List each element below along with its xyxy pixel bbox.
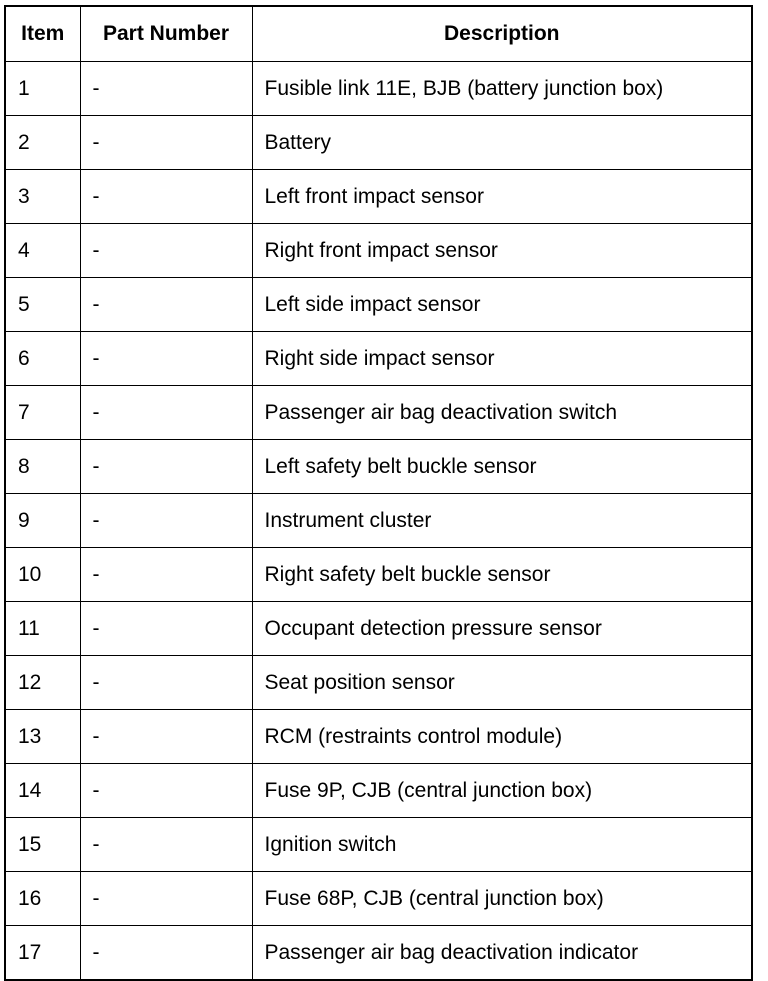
part-number-cell: - xyxy=(80,278,252,332)
table-row xyxy=(5,440,752,494)
part-number-cell: - xyxy=(80,116,252,170)
part-number-cell: - xyxy=(80,818,252,872)
item-cell: 14 xyxy=(5,764,80,818)
item-cell: 10 xyxy=(5,548,80,602)
description-cell: Fuse 68P, CJB (central junction box) xyxy=(252,872,752,926)
table-body xyxy=(5,62,752,981)
description-cell: Left side impact sensor xyxy=(252,278,752,332)
item-cell: 8 xyxy=(5,440,80,494)
description-cell: Instrument cluster xyxy=(252,494,752,548)
table-row xyxy=(5,386,752,440)
part-number-cell: - xyxy=(80,386,252,440)
item-cell: 1 xyxy=(5,62,80,116)
description-cell: Occupant detection pressure sensor xyxy=(252,602,752,656)
part-number-cell: - xyxy=(80,62,252,116)
header-part-number: Part Number xyxy=(80,6,252,62)
table-row xyxy=(5,224,752,278)
table-row xyxy=(5,62,752,116)
part-number-cell: - xyxy=(80,440,252,494)
description-cell: Battery xyxy=(252,116,752,170)
header-item: Item xyxy=(5,6,80,62)
description-cell: Passenger air bag deactivation indicator xyxy=(252,926,752,981)
table-row xyxy=(5,656,752,710)
description-cell: Passenger air bag deactivation switch xyxy=(252,386,752,440)
item-cell: 5 xyxy=(5,278,80,332)
part-number-cell: - xyxy=(80,332,252,386)
table-row xyxy=(5,926,752,981)
header-row xyxy=(5,6,752,62)
part-number-cell: - xyxy=(80,224,252,278)
description-cell: Fusible link 11E, BJB (battery junction box) xyxy=(252,62,752,116)
description-cell: RCM (restraints control module) xyxy=(252,710,752,764)
part-number-cell: - xyxy=(80,494,252,548)
description-cell: Ignition switch xyxy=(252,818,752,872)
description-cell: Right side impact sensor xyxy=(252,332,752,386)
table-row xyxy=(5,764,752,818)
item-cell: 11 xyxy=(5,602,80,656)
part-number-cell: - xyxy=(80,548,252,602)
part-number-cell: - xyxy=(80,764,252,818)
part-number-cell: - xyxy=(80,710,252,764)
table-row xyxy=(5,494,752,548)
table-row xyxy=(5,332,752,386)
description-cell: Right safety belt buckle sensor xyxy=(252,548,752,602)
table-row xyxy=(5,278,752,332)
parts-table xyxy=(4,5,753,981)
item-cell: 15 xyxy=(5,818,80,872)
table-row xyxy=(5,116,752,170)
item-cell: 7 xyxy=(5,386,80,440)
item-cell: 16 xyxy=(5,872,80,926)
table-row xyxy=(5,170,752,224)
table-header xyxy=(5,6,752,62)
table-row xyxy=(5,710,752,764)
description-cell: Right front impact sensor xyxy=(252,224,752,278)
description-cell: Fuse 9P, CJB (central junction box) xyxy=(252,764,752,818)
part-number-cell: - xyxy=(80,872,252,926)
item-cell: 4 xyxy=(5,224,80,278)
table-row xyxy=(5,602,752,656)
part-number-cell: - xyxy=(80,602,252,656)
part-number-cell: - xyxy=(80,170,252,224)
item-cell: 6 xyxy=(5,332,80,386)
description-cell: Left front impact sensor xyxy=(252,170,752,224)
part-number-cell: - xyxy=(80,656,252,710)
item-cell: 13 xyxy=(5,710,80,764)
table-row xyxy=(5,872,752,926)
description-cell: Left safety belt buckle sensor xyxy=(252,440,752,494)
table-row xyxy=(5,548,752,602)
part-number-cell: - xyxy=(80,926,252,981)
description-cell: Seat position sensor xyxy=(252,656,752,710)
header-description: Description xyxy=(252,6,752,62)
item-cell: 17 xyxy=(5,926,80,981)
item-cell: 3 xyxy=(5,170,80,224)
item-cell: 2 xyxy=(5,116,80,170)
item-cell: 9 xyxy=(5,494,80,548)
item-cell: 12 xyxy=(5,656,80,710)
table-row xyxy=(5,818,752,872)
